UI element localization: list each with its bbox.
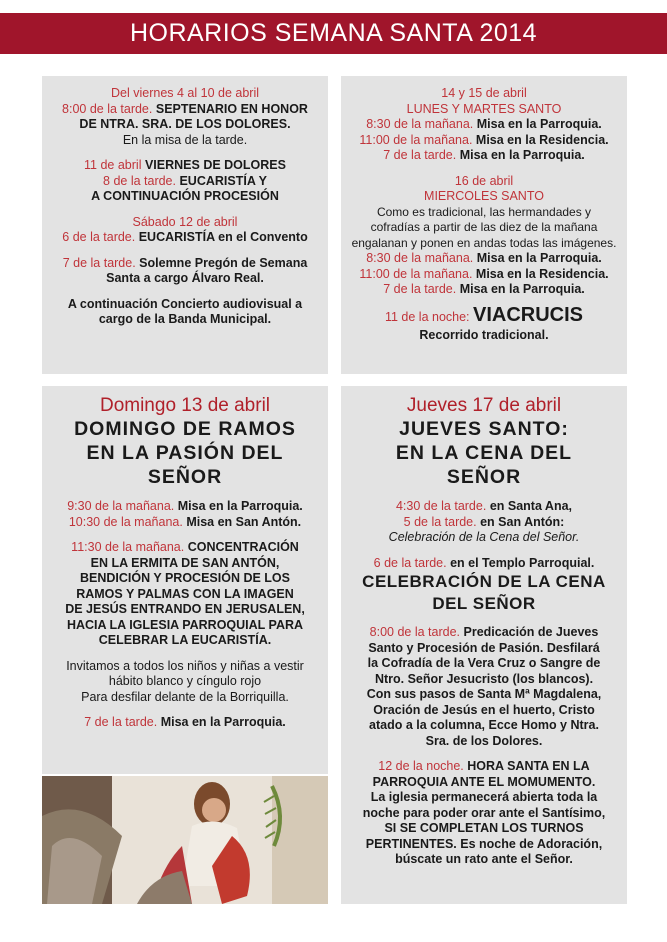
event-text: cargo de la Banda Municipal. <box>98 312 272 326</box>
time-label: 8:00 de la tarde. <box>62 101 153 116</box>
event-text: Con sus pasos de Santa Mª Magdalena, <box>366 687 602 701</box>
event-text: PARROQUIA ANTE EL MOMUMENTO. <box>372 774 596 789</box>
section-heading: EN LA PASIÓN DEL <box>86 442 284 464</box>
date-line: Del viernes 4 al 10 de abril <box>111 86 259 100</box>
time-label: 6 de la tarde. <box>62 230 136 244</box>
event-text: hábito blanco y cíngulo rojo <box>108 674 262 688</box>
time-label: 4:30 de la tarde. <box>395 499 487 513</box>
event-text: en San Antón: <box>480 514 565 529</box>
section-heading: DEL SEÑOR <box>432 594 536 613</box>
procession-photo <box>42 776 328 904</box>
event-text: engalanan y ponen en andas todas las imágenes. <box>351 235 617 250</box>
event-text: la Cofradía de la Vera Cruz o Sangre de <box>367 656 601 670</box>
section-heading: SEÑOR <box>147 466 223 488</box>
date-line: Sábado 12 de abril <box>132 214 238 229</box>
time-label: 11:00 de la mañana. <box>359 266 473 281</box>
day-name: MIERCOLES SANTO <box>424 189 544 203</box>
event-text: VIERNES DE DOLORES <box>144 158 286 172</box>
event-text: Sra. de los Dolores. <box>425 733 543 748</box>
event-text: Misa en la Parroquia. <box>476 117 602 131</box>
event-text: Misa en la Parroquia. <box>459 148 585 162</box>
event-text: atado a la columna, Ecce Homo y Ntra. <box>369 718 599 732</box>
time-label: 8 de la tarde. <box>103 173 176 188</box>
time-label: 7 de la tarde. <box>383 282 457 296</box>
schedule-box-septenario <box>42 76 328 374</box>
time-label: 11:00 de la mañana. <box>359 132 473 147</box>
event-text: SEPTENARIO EN HONOR <box>155 101 308 116</box>
section-heading: CELEBRACIÓN DE LA CENA <box>362 572 606 591</box>
section-heading: EN LA CENA DEL <box>395 442 573 464</box>
section-heading: SEÑOR <box>446 466 522 488</box>
section-heading: JUEVES SANTO: <box>399 418 569 440</box>
event-text: Misa en la Parroquia. <box>177 499 303 513</box>
event-text: La iglesia permanecerá abierta toda la <box>370 790 598 804</box>
day-heading: Jueves 17 de abril <box>406 395 562 416</box>
event-text: EUCARISTÍA en el Convento <box>138 230 308 244</box>
schedule-box-domingo-ramos <box>42 386 328 774</box>
time-label: 6 de la tarde. <box>373 555 447 570</box>
event-text: Oración de Jesús en el huerto, Cristo <box>373 702 595 717</box>
date-line: 14 y 15 de abril <box>441 86 527 100</box>
date-line: 16 de abril <box>454 173 514 188</box>
time-label: 11:30 de la mañana. <box>71 540 185 554</box>
event-text: Celebración de la Cena del Señor. <box>388 530 580 544</box>
event-text: Como es tradicional, las hermandades y <box>376 204 592 219</box>
event-text: búscate un rato ante el Señor. <box>395 852 573 866</box>
event-text: CELEBRAR LA EUCARISTÍA. <box>98 633 272 647</box>
event-text: Recorrido tradicional. <box>419 327 549 342</box>
event-text: SI SE COMPLETAN LOS TURNOS <box>384 821 584 835</box>
event-text: EUCARISTÍA Y <box>179 173 267 188</box>
event-text: Para desfilar delante de la Borriquilla. <box>81 689 289 704</box>
event-text: CONCENTRACIÓN <box>187 540 299 554</box>
time-label: 8:00 de la tarde. <box>369 625 461 639</box>
section-heading: DOMINGO DE RAMOS <box>74 418 296 440</box>
event-text: Misa en la Residencia. <box>475 132 609 147</box>
time-label: 9:30 de la mañana. <box>67 499 175 513</box>
event-text: Solemne Pregón de Semana <box>139 255 308 270</box>
time-label: 8:30 de la mañana. <box>366 251 474 265</box>
time-label: 7 de la tarde. <box>84 715 158 729</box>
event-text: PERTINENTES. Es noche de Adoración, <box>365 836 603 851</box>
event-text: RAMOS Y PALMAS CON LA IMAGEN <box>76 586 294 601</box>
time-label: 11 de la noche: <box>384 309 470 324</box>
time-label: 8:30 de la mañana. <box>366 117 474 131</box>
event-text: En la misa de la tarde. <box>122 132 248 147</box>
day-name: LUNES Y MARTES SANTO <box>406 101 562 116</box>
time-label: 12 de la noche. <box>378 759 464 773</box>
event-text: DE NTRA. SRA. DE LOS DOLORES. <box>79 117 291 131</box>
event-text: en Santa Ana, <box>489 499 573 513</box>
event-text: BENDICIÓN Y PROCESIÓN DE LOS <box>80 571 290 585</box>
date-label: 11 de abril <box>84 158 142 172</box>
event-text: Invitamos a todos los niños y niñas a vestir <box>66 658 304 673</box>
day-heading: Domingo 13 de abril <box>99 395 271 416</box>
event-text: Misa en la Residencia. <box>475 266 609 281</box>
event-text: Misa en la Parroquia. <box>476 251 602 265</box>
event-text: A CONTINUACIÓN PROCESIÓN <box>91 189 279 203</box>
time-label: 7 de la tarde. <box>383 148 457 162</box>
time-label: 10:30 de la mañana. <box>68 514 183 529</box>
event-text: cofradías a partir de las diez de la mañana <box>370 220 598 234</box>
event-text: Misa en la Parroquia. <box>459 282 585 296</box>
event-text: en el Templo Parroquial. <box>450 555 595 570</box>
event-text: HORA SANTA EN LA <box>467 759 590 773</box>
event-text: Misa en San Antón. <box>186 514 302 529</box>
time-label: 7 de la tarde. <box>62 255 136 270</box>
page-title: HORARIOS SEMANA SANTA 2014 <box>0 13 667 54</box>
event-text: Misa en la Parroquia. <box>160 715 286 729</box>
event-text: EN LA ERMITA DE SAN ANTÓN, <box>90 555 280 570</box>
event-text: DE JESÚS ENTRANDO EN JERUSALEN, <box>65 602 305 616</box>
event-text: noche para poder orar ante el Santísimo, <box>362 805 606 820</box>
event-text: Santa a cargo Álvaro Real. <box>106 271 264 285</box>
event-text: HACIA LA IGLESIA PARROQUIAL PARA <box>66 617 304 632</box>
event-text: VIACRUCIS <box>473 303 584 326</box>
event-text: Predicación de Jueves <box>463 625 599 639</box>
event-text: A continuación Concierto audiovisual a <box>67 296 303 311</box>
schedule-box-lunes-miercoles <box>341 76 627 374</box>
event-text: Santo y Procesión de Pasión. Desfilará <box>368 640 600 655</box>
event-text: Ntro. Señor Jesucristo (los blancos). <box>374 671 594 686</box>
time-label: 5 de la tarde. <box>403 514 477 529</box>
schedule-box-jueves-santo <box>341 386 627 904</box>
